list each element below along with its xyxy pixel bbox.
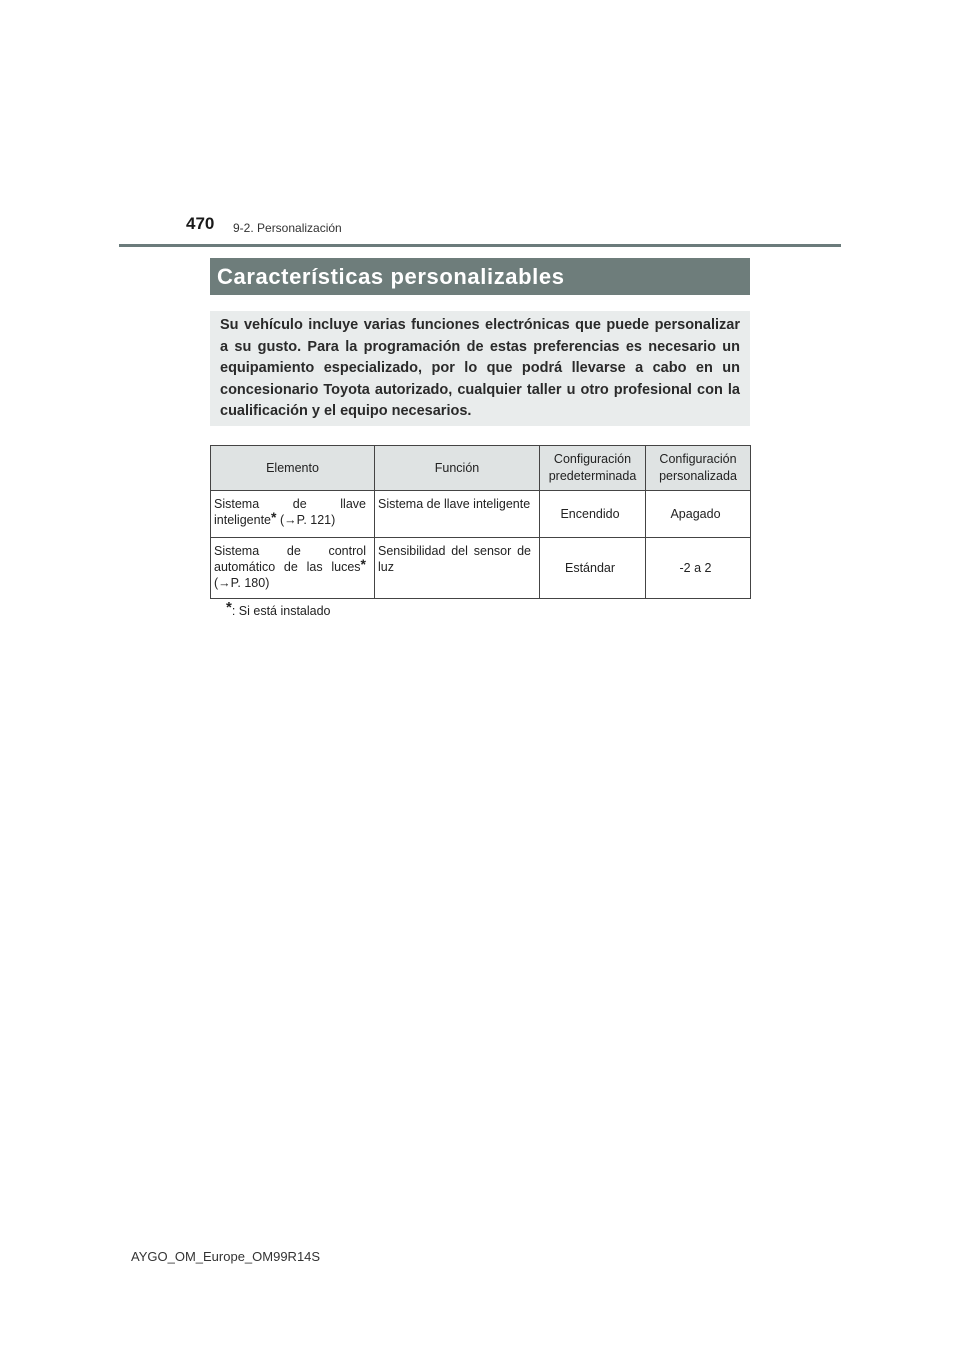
header-default: Configuración predeterminada: [540, 446, 646, 491]
header-rule: [119, 244, 841, 247]
header-element: Elemento: [211, 446, 375, 491]
cell-default: Estándar: [540, 538, 646, 599]
document-id: AYGO_OM_Europe_OM99R14S: [131, 1249, 321, 1264]
header-custom: Configuración personalizada: [646, 446, 751, 491]
footnote-text: : Si está instalado: [231, 604, 331, 618]
page-reference: (→P. 180): [214, 576, 270, 590]
section-label: 9-2. Personalización: [233, 221, 342, 235]
page-number: 470: [186, 214, 215, 233]
footnote-marker: *: [226, 599, 232, 616]
cell-default: Encendido: [540, 491, 646, 538]
cell-function: Sensibilidad del sensor de luz: [375, 538, 540, 599]
page-title: Características personalizables: [217, 263, 565, 289]
asterisk-marker: *: [360, 556, 366, 572]
cell-function: Sistema de llave inteligente: [375, 491, 540, 538]
asterisk-marker: *: [271, 509, 277, 525]
cell-element: [211, 491, 375, 538]
customization-table: [210, 445, 751, 599]
cell-element: [211, 538, 375, 599]
header-function: Función: [375, 446, 540, 491]
cell-custom: -2 a 2: [646, 538, 751, 599]
title-bar: [210, 258, 750, 295]
element-text: Sistema de llave inteligente: [214, 497, 366, 527]
table-header-row: [211, 446, 751, 491]
footnote: [226, 599, 331, 618]
cell-custom: Apagado: [646, 491, 751, 538]
intro-box: Su vehículo incluye varias funciones electrónicas que puede personalizar a su gusto. Para la programación de estas preferencias es necesario un equipamiento especializado, por lo que podrá llevarse a cabo en un concesionario Toyota autorizado, cualquier taller u otro profesional con la cualificación y el equipo necesarios.: [210, 311, 750, 426]
element-text: Sistema de control automático de las luces: [214, 544, 366, 574]
page-reference: (→P. 121): [279, 513, 336, 527]
table-row: [211, 491, 751, 538]
table-row: [211, 538, 751, 599]
